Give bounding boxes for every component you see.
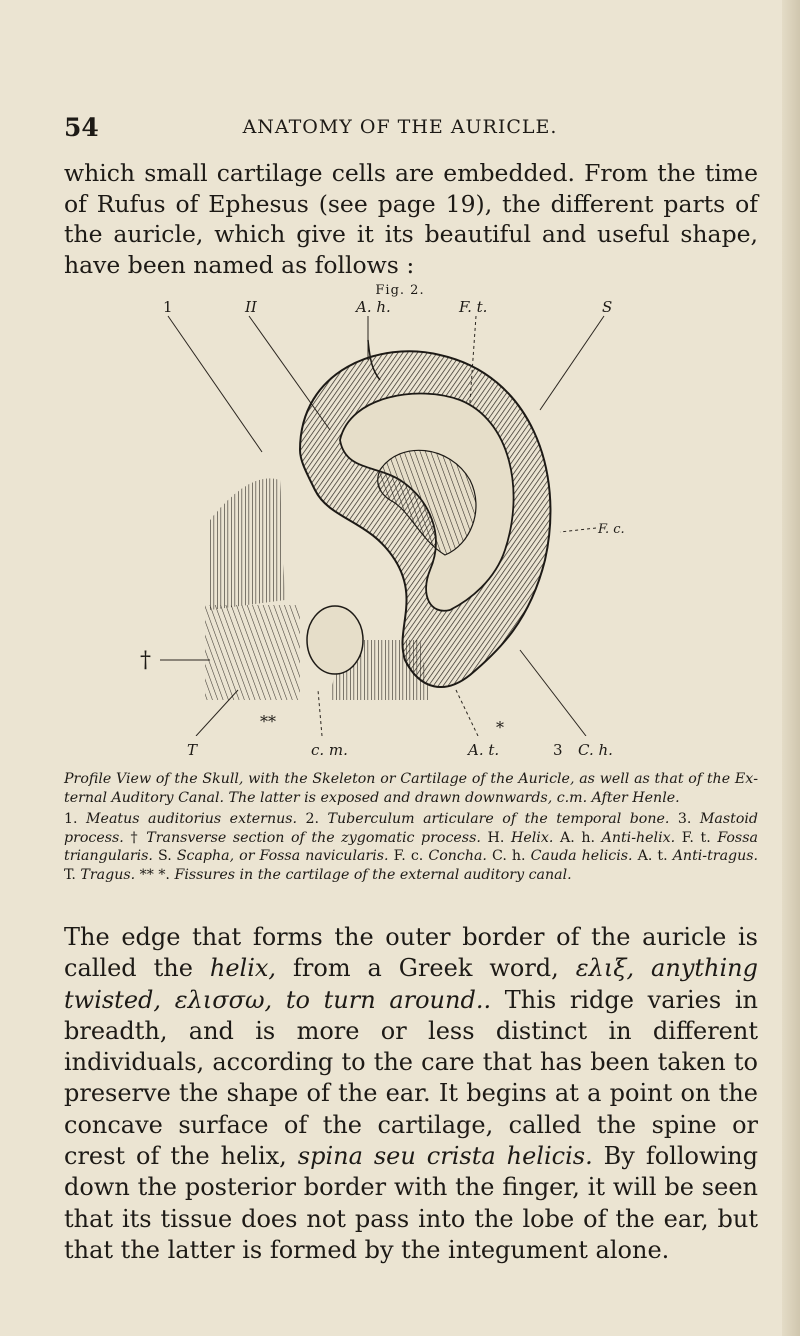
p2-gloss: to turn around.. xyxy=(272,985,492,1014)
running-head: ANATOMY OF THE AURICLE. xyxy=(242,116,558,138)
label-scapha: S xyxy=(602,298,613,316)
auricle-body xyxy=(300,340,550,687)
label-fissures-double: ** xyxy=(260,712,276,731)
figure-caption-legend xyxy=(64,810,758,884)
label-fossa-triangularis: F. t. xyxy=(459,298,488,316)
p2-gloss: anything twisted, xyxy=(64,954,758,1014)
legend-key: S. xyxy=(158,848,172,864)
label-anti-helix: A. h. xyxy=(356,298,391,316)
paragraph-2 xyxy=(64,922,758,1266)
legend-text: Tragus. xyxy=(80,866,136,883)
legend-text: Concha. xyxy=(428,848,487,864)
label-dagger: † xyxy=(140,648,151,673)
legend-key: C. h. xyxy=(492,848,526,864)
legend-key: H. xyxy=(487,829,505,846)
legend-text: Fossa triangularis. xyxy=(64,829,758,864)
legend-text: Scapha, or Fossa navicularis. xyxy=(176,848,389,864)
legend-key: A. h. xyxy=(559,829,595,846)
legend-key: 1. xyxy=(64,811,78,827)
p2-text: The edge that forms the outer border of the auricle is called the xyxy=(64,923,758,983)
legend-text: Meatus auditorius externus. xyxy=(86,811,298,827)
label-3: 3 xyxy=(553,741,563,759)
legend-text: Anti-tragus. xyxy=(672,848,759,864)
legend-key: ** *. xyxy=(139,866,170,883)
p2-text: from a Greek word, xyxy=(276,954,576,983)
label-canal-meatus: c. m. xyxy=(311,741,348,759)
legend-text: Helix. xyxy=(511,829,554,846)
legend-text: Anti-helix. xyxy=(601,829,676,846)
legend-text: Transverse section of the zygomatic process. xyxy=(146,829,481,846)
page-number: 54 xyxy=(64,113,99,142)
legend-key: T. xyxy=(64,866,76,883)
legend-key: 2. xyxy=(305,811,320,827)
legend-text: Mastoid process. xyxy=(64,811,759,846)
legend-key: A. t. xyxy=(637,848,668,864)
legend-text: Fissures in the cartilage of the external auditory canal. xyxy=(174,866,572,883)
page-edge-shadow xyxy=(782,0,800,1336)
p2-greek: ελισσω, xyxy=(161,985,273,1014)
label-concha: F. c. xyxy=(598,522,625,537)
page-header xyxy=(0,113,800,143)
p2-greek: ελιξ, xyxy=(575,954,635,983)
figure-caption-title: Profile View of the Skull, with the Skeleton or Cartilage of the Auricle, as well as that of the External Auditory Canal. The latter is exposed and drawn downwards, c.m. After Henle. xyxy=(64,771,758,806)
paragraph-1: which small cartilage cells are embedded. From the time of Rufus of Ephesus (see page 19), the different parts of the auricle, which give it its beautiful and useful shape, have been named as follows : xyxy=(64,159,758,279)
label-fissure-single: * xyxy=(496,718,504,737)
label-II: II xyxy=(245,298,257,316)
legend-key: 3. xyxy=(677,811,692,827)
label-1: 1 xyxy=(163,298,173,316)
label-cauda-helicis: C. h. xyxy=(578,741,613,759)
figure-title: Fig. 2. xyxy=(375,283,425,298)
p2-text: By following down the posterior border with the finger, it will be seen that its tissue does not pass into the lobe of the ear, but that the latter is formed by the integument alone. xyxy=(64,1142,759,1264)
p2-helix: helix, xyxy=(209,954,277,983)
legend-key: † xyxy=(130,829,140,846)
legend-key: F. t. xyxy=(681,829,711,846)
p2-text: This ridge varies in breadth, and is more or less distinct in different individuals, according to the care that has been taken to preserve the shape of the ear. It begins at a point on the concave surface of the cartilage, called the spine or crest of the helix, xyxy=(64,985,758,1171)
legend-key: F. c. xyxy=(393,848,424,864)
label-anti-tragus: A. t. xyxy=(468,741,500,759)
p2-latin: spina seu crista helicis. xyxy=(297,1142,593,1171)
legend-text: Cauda helicis. xyxy=(530,848,633,864)
label-tragus: T xyxy=(187,741,198,759)
auricle-engraving xyxy=(160,296,640,736)
legend-text: Tuberculum articulare of the temporal bone. xyxy=(327,811,670,827)
